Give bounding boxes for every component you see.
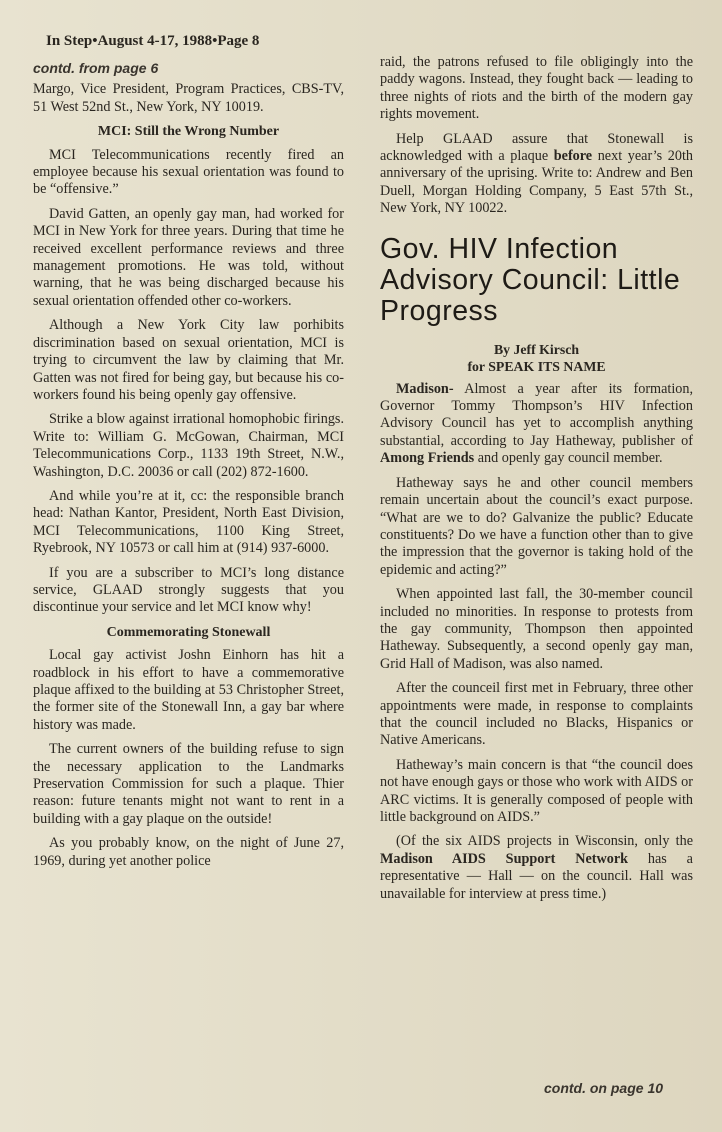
hiv-p1-bold: Among Friends <box>380 450 475 467</box>
continued-on-label: contd. on page 10 <box>544 1080 664 1096</box>
mci-paragraph-2: David Gatten, an openly gay man, had worked for MCI in New York for three years. During that time he received excellent performance reviews and three management promotions. He was told, without warning, that he was being discharged because his sexual orientation offended other co-workers. <box>33 205 344 309</box>
stonewall-p4-bold: before <box>553 148 593 165</box>
hiv-paragraph-2: Hatheway says he and other council members remain uncertain about the council’s exact purpose. “What are we to do? Galvanize the public? Educate constituents? Do we have a function other than to give the impression that the governor is taking hold of the epidemic and acting?” <box>380 474 693 578</box>
stonewall-paragraph-4 <box>380 131 693 218</box>
stonewall-p4-text-a: Help GLAAD assure that Stonewall is acknowledged with a plaque <box>380 130 693 165</box>
hiv-p1-text-a: Almost a year after its formation, Governor Tommy Thompson’s HIV Infection Advisory Council has yet to accomplish anything substantial, according to Jay Hatheway, publisher of <box>380 380 693 449</box>
hiv-paragraph-1 <box>380 381 693 468</box>
byline-source: for SPEAK ITS NAME <box>467 358 606 374</box>
mci-paragraph-5: And while you’re at it, cc: the responsible branch head: Nathan Kantor, President, North East Division, MCI Telecommunications, 1100 King Street, Ryebrook, NY 10573 or call him at (914) 937-6000. <box>33 487 344 557</box>
hiv-p6-text-a: (Of the six AIDS projects in Wisconsin, only the <box>396 833 693 850</box>
byline <box>380 341 693 375</box>
stonewall-paragraph-3-continued: raid, the patrons refused to file obligingly into the paddy wagons. Instead, they fought back — leading to three nights of riots and the birth of the modern gay rights movement. <box>380 54 693 123</box>
mci-subhead: MCI: Still the Wrong Number <box>97 124 280 140</box>
page-header: In Step•August 4-17, 1988•Page 8 <box>46 33 260 49</box>
article-headline: Gov. HIV Infection Advisory Council: Little Progress <box>380 232 681 327</box>
hiv-p1-text-b: and openly gay council member. <box>474 450 663 467</box>
byline-author: By Jeff Kirsch <box>493 341 580 357</box>
left-column <box>33 60 344 877</box>
hiv-paragraph-4: After the counceil first met in February, three other appointments were made, in response to complaints that the council included no Blacks, Hispanics or Native Americans. <box>380 680 693 749</box>
right-column <box>380 54 693 910</box>
mci-paragraph-1: MCI Telecommunications recently fired an employee because his sexual orientation was found to be “offensive.” <box>33 146 344 198</box>
hiv-p6-bold: Madison AIDS Support Network <box>380 850 629 867</box>
stonewall-subhead: Commemorating Stonewall <box>106 624 271 640</box>
mci-paragraph-4: Strike a blow against irrational homophobic firings. Write to: William G. McGowan, Chairman, MCI Telecommunications Corp., 1133 19th Street, N.W., Washington, D.C. 20036 or call (202) 872-1600. <box>33 411 344 480</box>
stonewall-paragraph-1: Local gay activist Joshn Einhorn has hit a roadblock in his effort to have a commemorative plaque affixed to the building at 53 Christopher Street, the former site of the Stonewall Inn, a gay bar where history was made. <box>33 647 344 733</box>
stonewall-paragraph-2: The current owners of the building refuse to sign the necessary application to the Landmarks Preservation Commission for such a plaque. Thier reason: future tenants might not want to rent in a building with a gay plaque on the outside! <box>33 741 344 827</box>
continued-from-label: contd. from page 6 <box>33 60 159 76</box>
mci-paragraph-3: Although a New York City law porhibits discrimination based on sexual orientation, MCI is trying to circumvent the law by claiming that Mr. Gatten was not fired for being gay, but because his co-workers found his being openly gay offensive. <box>33 317 344 403</box>
hiv-p6-text-b: has a representative — Hall — on the council. Hall was unavailable for interview at press time.) <box>380 850 693 902</box>
stonewall-paragraph-3: As you probably know, on the night of June 27, 1969, during yet another police <box>33 835 344 869</box>
dateline: Madison- <box>396 380 454 397</box>
hiv-paragraph-5: Hatheway’s main concern is that “the council does not have enough gays or those who work with AIDS or ARC victims. It is generally composed of people with little background on AIDS.” <box>380 756 693 825</box>
address-paragraph: Margo, Vice President, Program Practices, CBS-TV, 51 West 52nd St., New York, NY 10019. <box>33 81 344 115</box>
hiv-paragraph-6 <box>380 833 693 903</box>
hiv-paragraph-3: When appointed last fall, the 30-member council included no minorities. In response to protests from the gay community, Thompson then appointed Hatheway. Subsequently, a second openly gay man, Grid Hall of Madison, was also named. <box>380 586 693 672</box>
mci-paragraph-6: If you are a subscriber to MCI’s long distance service, GLAAD strongly suggests that you discontinue your service and let MCI know why! <box>33 564 344 616</box>
stonewall-p4-text-b: next year’s 20th anniversary of the uprising. Write to: Andrew and Ben Duell, Morgan Holding Company, 5 East 57th St., New York, NY 10022. <box>380 148 693 217</box>
